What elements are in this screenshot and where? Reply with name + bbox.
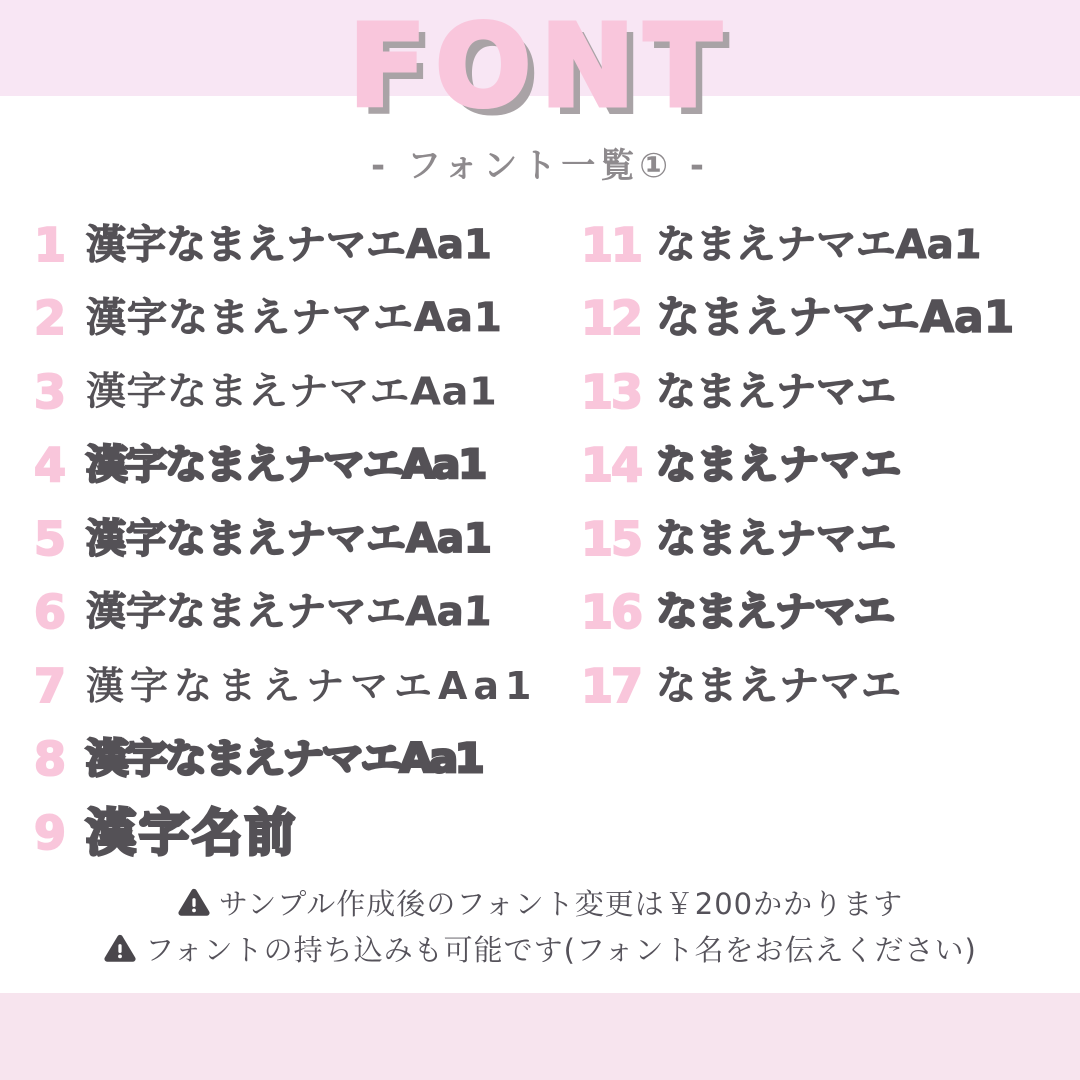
font-number: 9 [33,805,66,860]
font-list-item-17 [578,649,1014,723]
note-font-change-fee [0,884,1080,930]
font-sample: なまえナマエ [656,368,896,415]
font-list-item-2 [26,282,538,356]
note-text: フォントの持ち込みも可能です(フォント名をお伝えください) [145,933,977,967]
font-list-item-14 [578,429,1014,503]
font-sample: なまえナマエAa1 [656,292,1015,344]
font-number: 13 [580,364,641,419]
font-list-item-11 [578,208,1014,282]
font-list-item-8 [26,723,538,797]
page-subtitle: - フォント一覧① - [371,146,709,186]
font-number: 1 [33,217,66,272]
font-sample: なまえナマエ [656,589,894,636]
font-number: 12 [580,291,641,346]
font-list-item-16 [578,576,1014,650]
warning-icon [177,886,211,930]
font-sample: なまえナマエ [656,662,902,709]
font-sample: 漢字名前 [86,803,298,862]
font-list-item-15 [578,502,1014,576]
font-list-item-3 [26,355,538,429]
font-number: 11 [580,217,641,272]
notes-section [0,884,1080,976]
font-sample: 漢字なまえナマエAa1 [86,442,486,489]
page-title: FONT [349,2,731,132]
font-number: 15 [580,511,641,566]
font-number: 5 [33,511,66,566]
font-number: 8 [33,732,66,787]
font-number: 2 [33,291,66,346]
font-number: 16 [580,585,641,640]
font-list-item-13 [578,355,1014,429]
font-list-item-12 [578,282,1014,356]
font-list-item-4 [26,429,538,503]
font-number: 4 [33,438,66,493]
font-number: 17 [580,658,641,713]
note-text: サンプル作成後のフォント変更は￥200かかります [218,887,904,921]
font-sample: 漢字なまえナマエAa1 [86,221,492,268]
font-sample: 漢字なまえナマエAa1 [85,589,493,636]
font-sample: なまえナマエ [656,515,896,562]
font-sample: なまえナマエAa1 [655,221,983,268]
font-list-item-7 [26,649,538,723]
font-list-item-5 [26,502,538,576]
font-sample: 漢字なまえナマエAa1 [86,736,482,783]
font-number: 6 [33,585,66,640]
font-number: 14 [580,438,641,493]
font-number: 3 [33,364,66,419]
font-list-right-column [578,208,1014,723]
warning-icon [103,932,137,976]
font-list-item-1 [26,208,538,282]
note-font-bring-your-own [0,930,1080,976]
font-list-left-column [26,208,538,870]
font-sample: なまえナマエ [656,442,902,489]
font-list-item-9 [26,796,538,870]
font-number: 7 [33,658,66,713]
bottom-pink-band [0,993,1080,1080]
font-sample: 漢字なまえナマエAa1 [86,663,538,708]
font-sample: 漢字なまえナマエAa1 [86,369,498,414]
font-sample: 漢字なまえナマエAa1 [86,295,503,342]
font-sample: 漢字なまえナマエAa1 [86,515,492,562]
font-list-item-6 [26,576,538,650]
